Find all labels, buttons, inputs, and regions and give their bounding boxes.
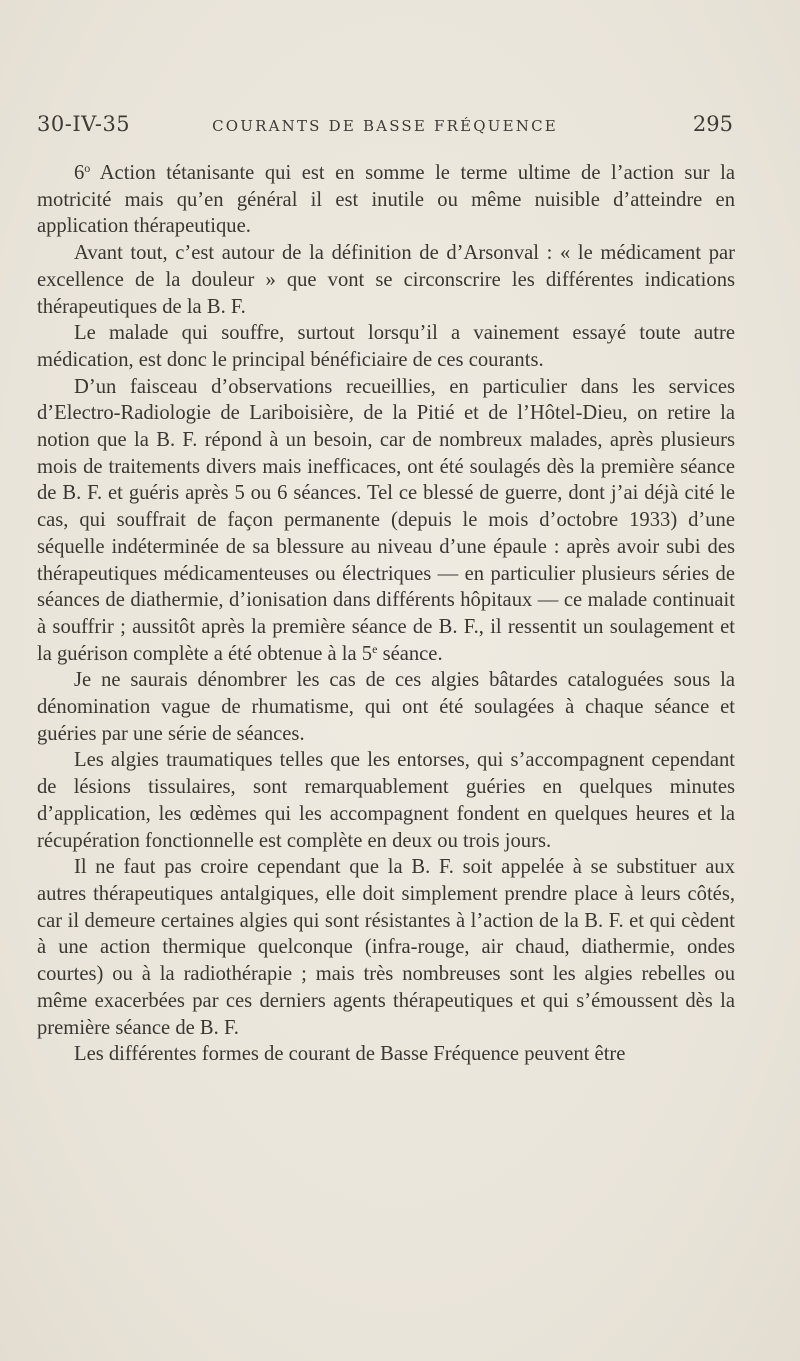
paragraph-3: Le malade qui souffre, surtout lorsqu’il a vainement essayé toute autre médication, est donc le principal bénéficiaire de ces courants. [37,322,735,371]
paragraph-6: Les algies traumatiques telles que les entorses, qui s’accompagnent cependant de lésions tissulaires, sont remarquablement guéries en quelques minutes d’application, les œdèmes qui les accompagnent fondent en quelques heures et la récupération fonctionnelle est complète en deux ou trois jours. [37,749,735,852]
paragraph-2: Avant tout, c’est autour de la définition de d’Arsonval : « le médicament par excellence de la douleur » que vont se circonscrire les différentes indications thérapeutiques de la B. F. [37,242,735,318]
paragraph-1 [37,160,735,240]
header-title: COURANTS DE BASSE FRÉQUENCE [212,117,558,135]
running-head [37,112,733,142]
header-date: 30-IV-35 [37,112,131,136]
paragraph-text: Action tétanisante qui est en somme le terme ultime de l’action sur la motricité mais qu’en général il est inutile ou même nuisible d’atteindre en application thérapeutique. [37,162,735,238]
paragraph-text: D’un faisceau d’observations recueillies, en particulier dans les services d’Electro-Radiologie de Lariboisière, de la Pitié et de l’Hôtel-Dieu, on retire la notion que la B. F. répond à un besoin, car de nombreux malades, après plusieurs mois de traitements divers mais inefficaces, ont été soulagés dès la première séance de B. F. et guéris après 5 ou 6 séances. Tel ce blessé de guerre, dont j’ai déjà cité le cas, qui souffrait de façon permanente (depuis le mois d’octobre 1933) d’une séquelle indéterminée de sa blessure au niveau d’une épaule : après avoir subi des thérapeutiques médicamenteuses ou électriques — en particulier plusieurs séries de séances de diathermie, d’ionisation dans différents hôpitaux — ce malade continuait à souffrir ; aussitôt après la première séance de B. F., il ressentit un soulagement et la guérison complète a été obtenue à la 5 [37,375,735,665]
ordinal-superscript: o [84,161,91,175]
ordinal-superscript: e [372,641,378,656]
paragraph-5: Je ne saurais dénombrer les cas de ces algies bâtardes cataloguées sous la dénomination vague de rhumatisme, qui ont été soulagées à chaque séance et guéries par une série de séances. [37,669,735,745]
paragraph-7: Il ne faut pas croire cependant que la B. F. soit appelée à se substituer aux autres thérapeutiques antalgiques, elle doit simplement prendre place à leurs côtés, car il demeure certaines algies qui sont résistantes à l’action de la B. F. et qui cèdent à une action thermique quelconque (infra-rouge, air chaud, diathermie, ondes courtes) ou à la radiothérapie ; mais très nombreuses sont les algies rebelles ou même exacerbées par ces derniers agents thérapeutiques et qui s’émoussent dès la première séance de B. F. [37,856,735,1039]
page-number: 295 [692,112,733,136]
paragraph-4 [37,374,735,668]
list-numeral: 6 [74,162,85,184]
paragraph-8: Les différentes formes de courant de Basse Fréquence peuvent être [74,1043,626,1066]
paragraph-text-end: séance. [377,642,443,665]
body-text [37,160,735,1068]
